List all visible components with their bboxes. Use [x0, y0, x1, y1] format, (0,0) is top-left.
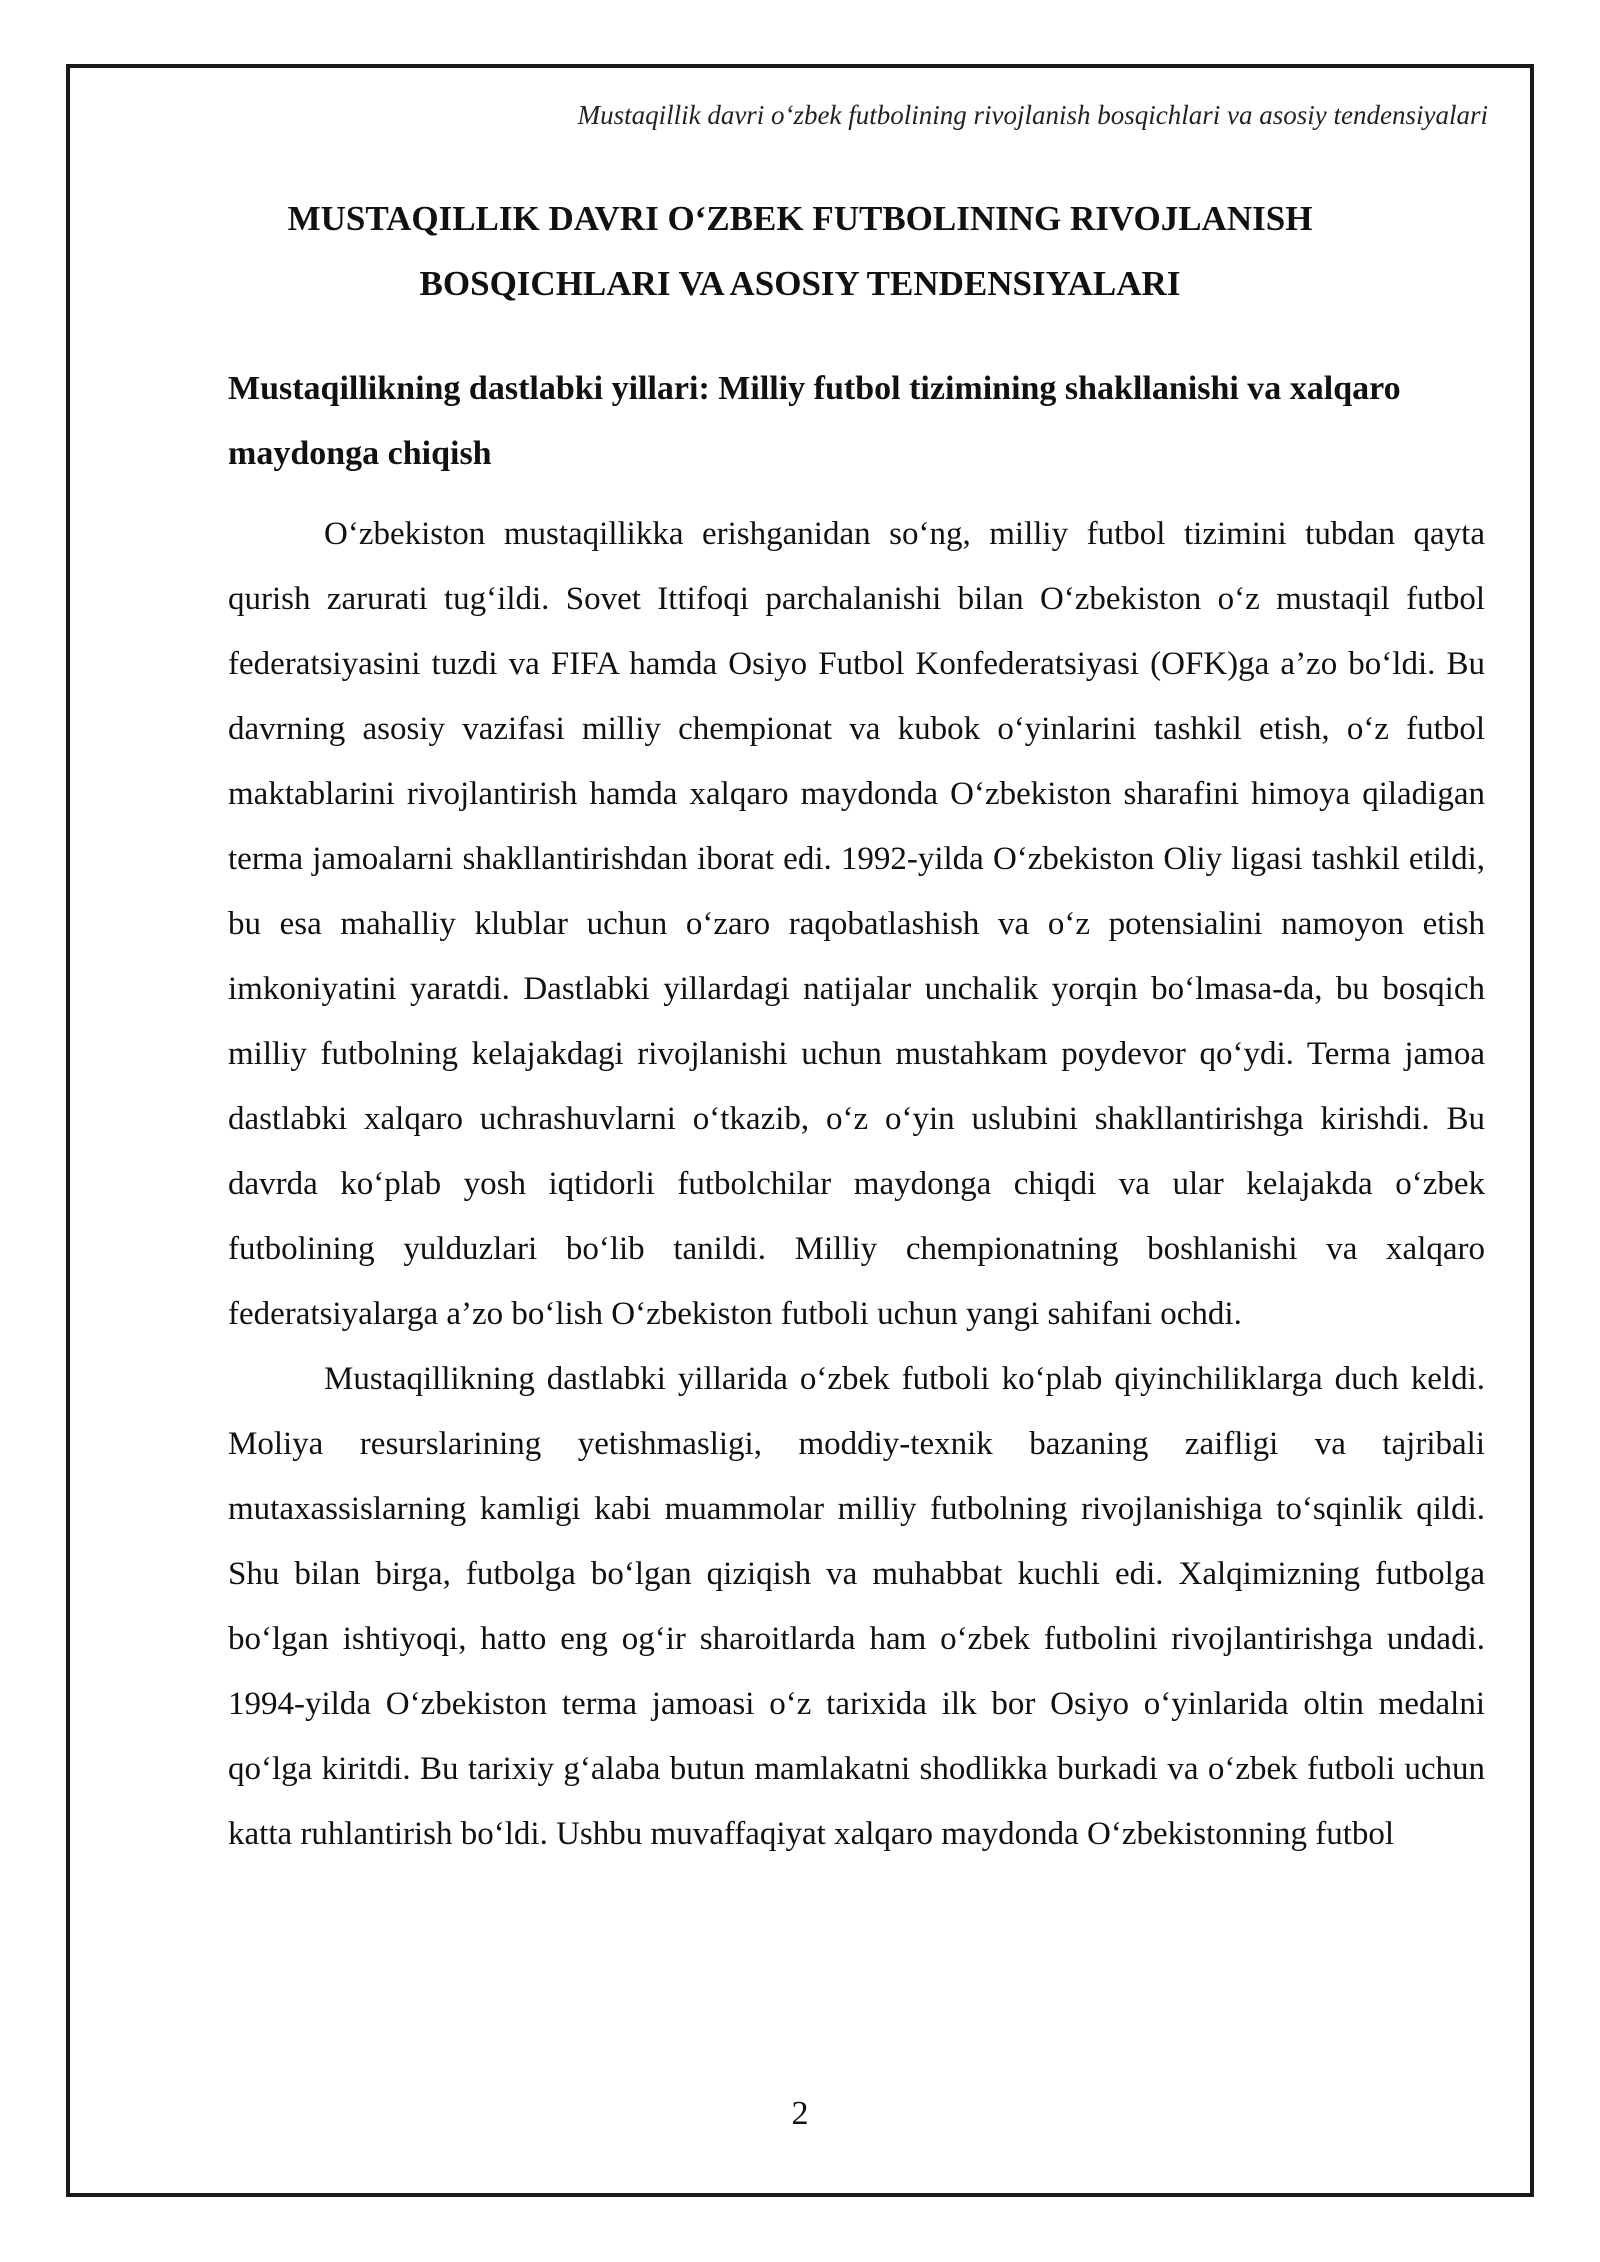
page-number: 2	[791, 2095, 809, 2132]
document-title-line-1: MUSTAQILLIK DAVRI O‘ZBEK FUTBOLINING RIVOJLANISH	[287, 199, 1313, 238]
document-title	[228, 186, 1372, 316]
section-heading: Mustaqillikning dastlabki yillari: Milliy futbol tizimining shakllanishi va xalqaro maydonga chiqish	[228, 370, 1401, 472]
running-header: Mustaqillik davri o‘zbek futbolining rivojlanish bosqichlari va asosiy tendensiyalari	[577, 100, 1488, 130]
paragraph: O‘zbekiston mustaqillikka erishganidan so‘ng, milliy futbol tizimini tubdan qayta qurish zarurati tug‘ildi. Sovet Ittifoqi parchalanishi bilan O‘zbekiston o‘z mustaqil futbol federatsiyasini tuzdi va FIFA hamda Osiyo Futbol Konfederatsiyasi (OFK)ga a’zo bo‘ldi. Bu davrning asosiy vazifasi milliy chempionat va kubok o‘yinlarini tashkil etish, o‘z futbol maktablarini rivojlantirish hamda xalqaro maydonda O‘zbekiston sharafini himoya qiladigan terma jamoalarni shakllantirishdan iborat edi. 1992-yilda O‘zbekiston Oliy ligasi tashkil etildi, bu esa mahalliy klublar uchun o‘zaro raqobatlashish va o‘z potensialini namoyon etish imkoniyatini yaratdi. Dastlabki yillardagi natijalar unchalik yorqin bo‘lmasa-da, bu bosqich milliy futbolning kelajakdagi rivojlanishi uchun mustahkam poydevor qo‘ydi. Terma jamoa dastlabki xalqaro uchrashuvlarni o‘tkazib, o‘z o‘yin uslubini shakllantirishga kirishdi. Bu davrda ko‘plab yosh iqtidorli futbolchilar maydonga chiqdi va ular kelajakda o‘zbek futbolining yulduzlari bo‘lib tanildi. Milliy chempionatning boshlanishi va xalqaro federatsiyalarga a’zo bo‘lish O‘zbekiston futboli uchun yangi sahifani ochdi.	[228, 516, 1485, 1332]
paragraph: Mustaqillikning dastlabki yillarida o‘zbek futboli ko‘plab qiyinchiliklarga duch keldi. Moliya resurslarining yetishmasligi, moddiy-texnik bazaning zaifligi va tajribali mutaxassislarning kamligi kabi muammolar milliy futbolning rivojlanishiga to‘sqinlik qildi. Shu bilan birga, futbolga bo‘lgan qiziqish va muhabbat kuchli edi. Xalqimizning futbolga bo‘lgan ishtiyoqi, hatto eng og‘ir sharoitlarda ham o‘zbek futbolini rivojlantirishga undadi. 1994-yilda O‘zbekiston terma jamoasi o‘z tarixida ilk bor Osiyo o‘yinlarida oltin medalni qo‘lga kiritdi. Bu tarixiy g‘alaba butun mamlakatni shodlikka burkadi va o‘zbek futboli uchun katta ruhlantirish bo‘ldi. Ushbu muvaffaqiyat xalqaro maydonda O‘zbekistonning futbol	[228, 1361, 1485, 1852]
body-text	[228, 502, 1485, 1867]
document-title-line-2: BOSQICHLARI VA ASOSIY TENDENSIYALARI	[419, 264, 1181, 303]
